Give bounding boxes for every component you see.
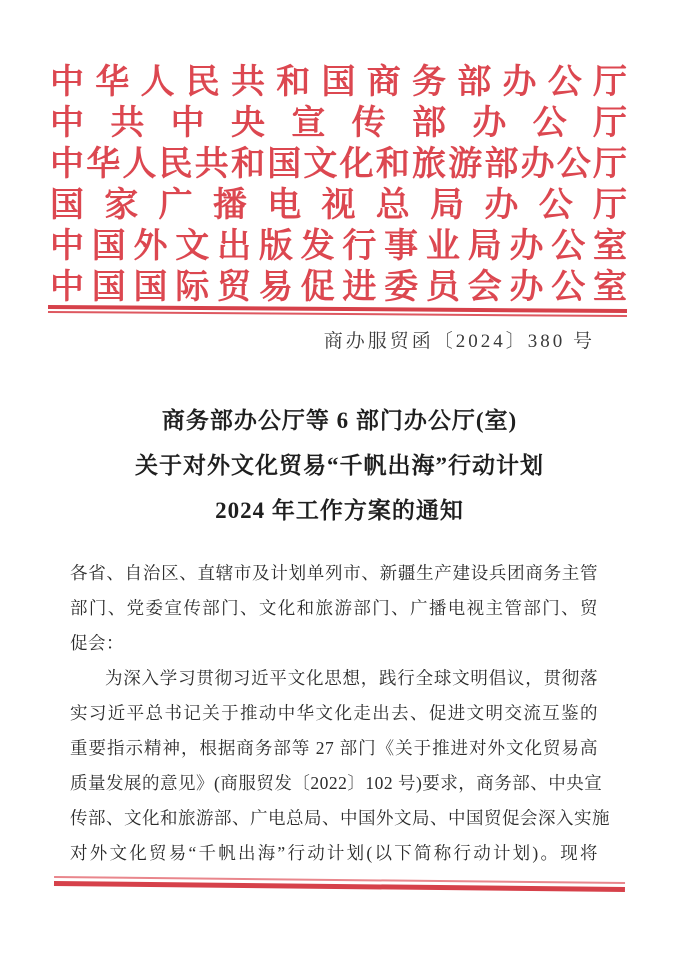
notice-body: [70, 556, 610, 871]
notice-title: [0, 398, 679, 533]
letterhead-line-foreign-languages: 中国外文出版发行事业局办公室: [50, 228, 627, 265]
addressee-line: 部门、党委宣传部门、文化和旅游部门、广播电视主管部门、贸: [70, 598, 598, 618]
paragraph-line: 对外文化贸易“千帆出海”行动计划(以下简称行动计划)。现将: [70, 843, 598, 863]
letterhead-line-ccpit: 中国国际贸易促进委员会办公室: [50, 269, 627, 306]
letterhead-line-culture-tourism: 中华人民共和国文化和旅游部办公厅: [50, 146, 627, 183]
paragraph-line: 重要指示精神，根据商务部等 27 部门《关于推进对外文化贸易高: [70, 738, 598, 758]
footer-red-line: [54, 876, 625, 892]
paragraph-line: 质量发展的意见》(商服贸发〔2022〕102 号)要求，商务部、中央宣: [70, 773, 603, 793]
paragraph-line: 传部、文化和旅游部、广电总局、中国外文局、中国贸促会深入实施: [70, 808, 610, 828]
addressee-line: 促会：: [70, 633, 124, 653]
notice-title-line-2: 关于对外文化贸易“千帆出海”行动计划: [135, 453, 544, 478]
paragraph-line: 实习近平总书记关于推动中华文化走出去、促进文明交流互鉴的: [70, 703, 598, 723]
paragraph-line: 为深入学习贯彻习近平文化思想，践行全球文明倡议，贯彻落: [105, 668, 598, 688]
letterhead-line-publicity-dept: 中共中央宣传部办公厅: [50, 105, 627, 142]
notice-title-line-3: 2024 年工作方案的通知: [215, 498, 464, 523]
addressee-line: 各省、自治区、直辖市及计划单列市、新疆生产建设兵团商务主管: [70, 563, 598, 583]
notice-title-line-1: 商务部办公厅等 6 部门办公厅(室): [161, 408, 518, 433]
letterhead-line-mofcom: 中华人民共和国商务部办公厅: [50, 64, 627, 101]
letterhead-line-radio-tv: 国家广播电视总局办公厅: [50, 187, 627, 224]
document-number: 商办服贸函〔2024〕380 号: [323, 331, 595, 352]
letterhead: [50, 62, 627, 308]
